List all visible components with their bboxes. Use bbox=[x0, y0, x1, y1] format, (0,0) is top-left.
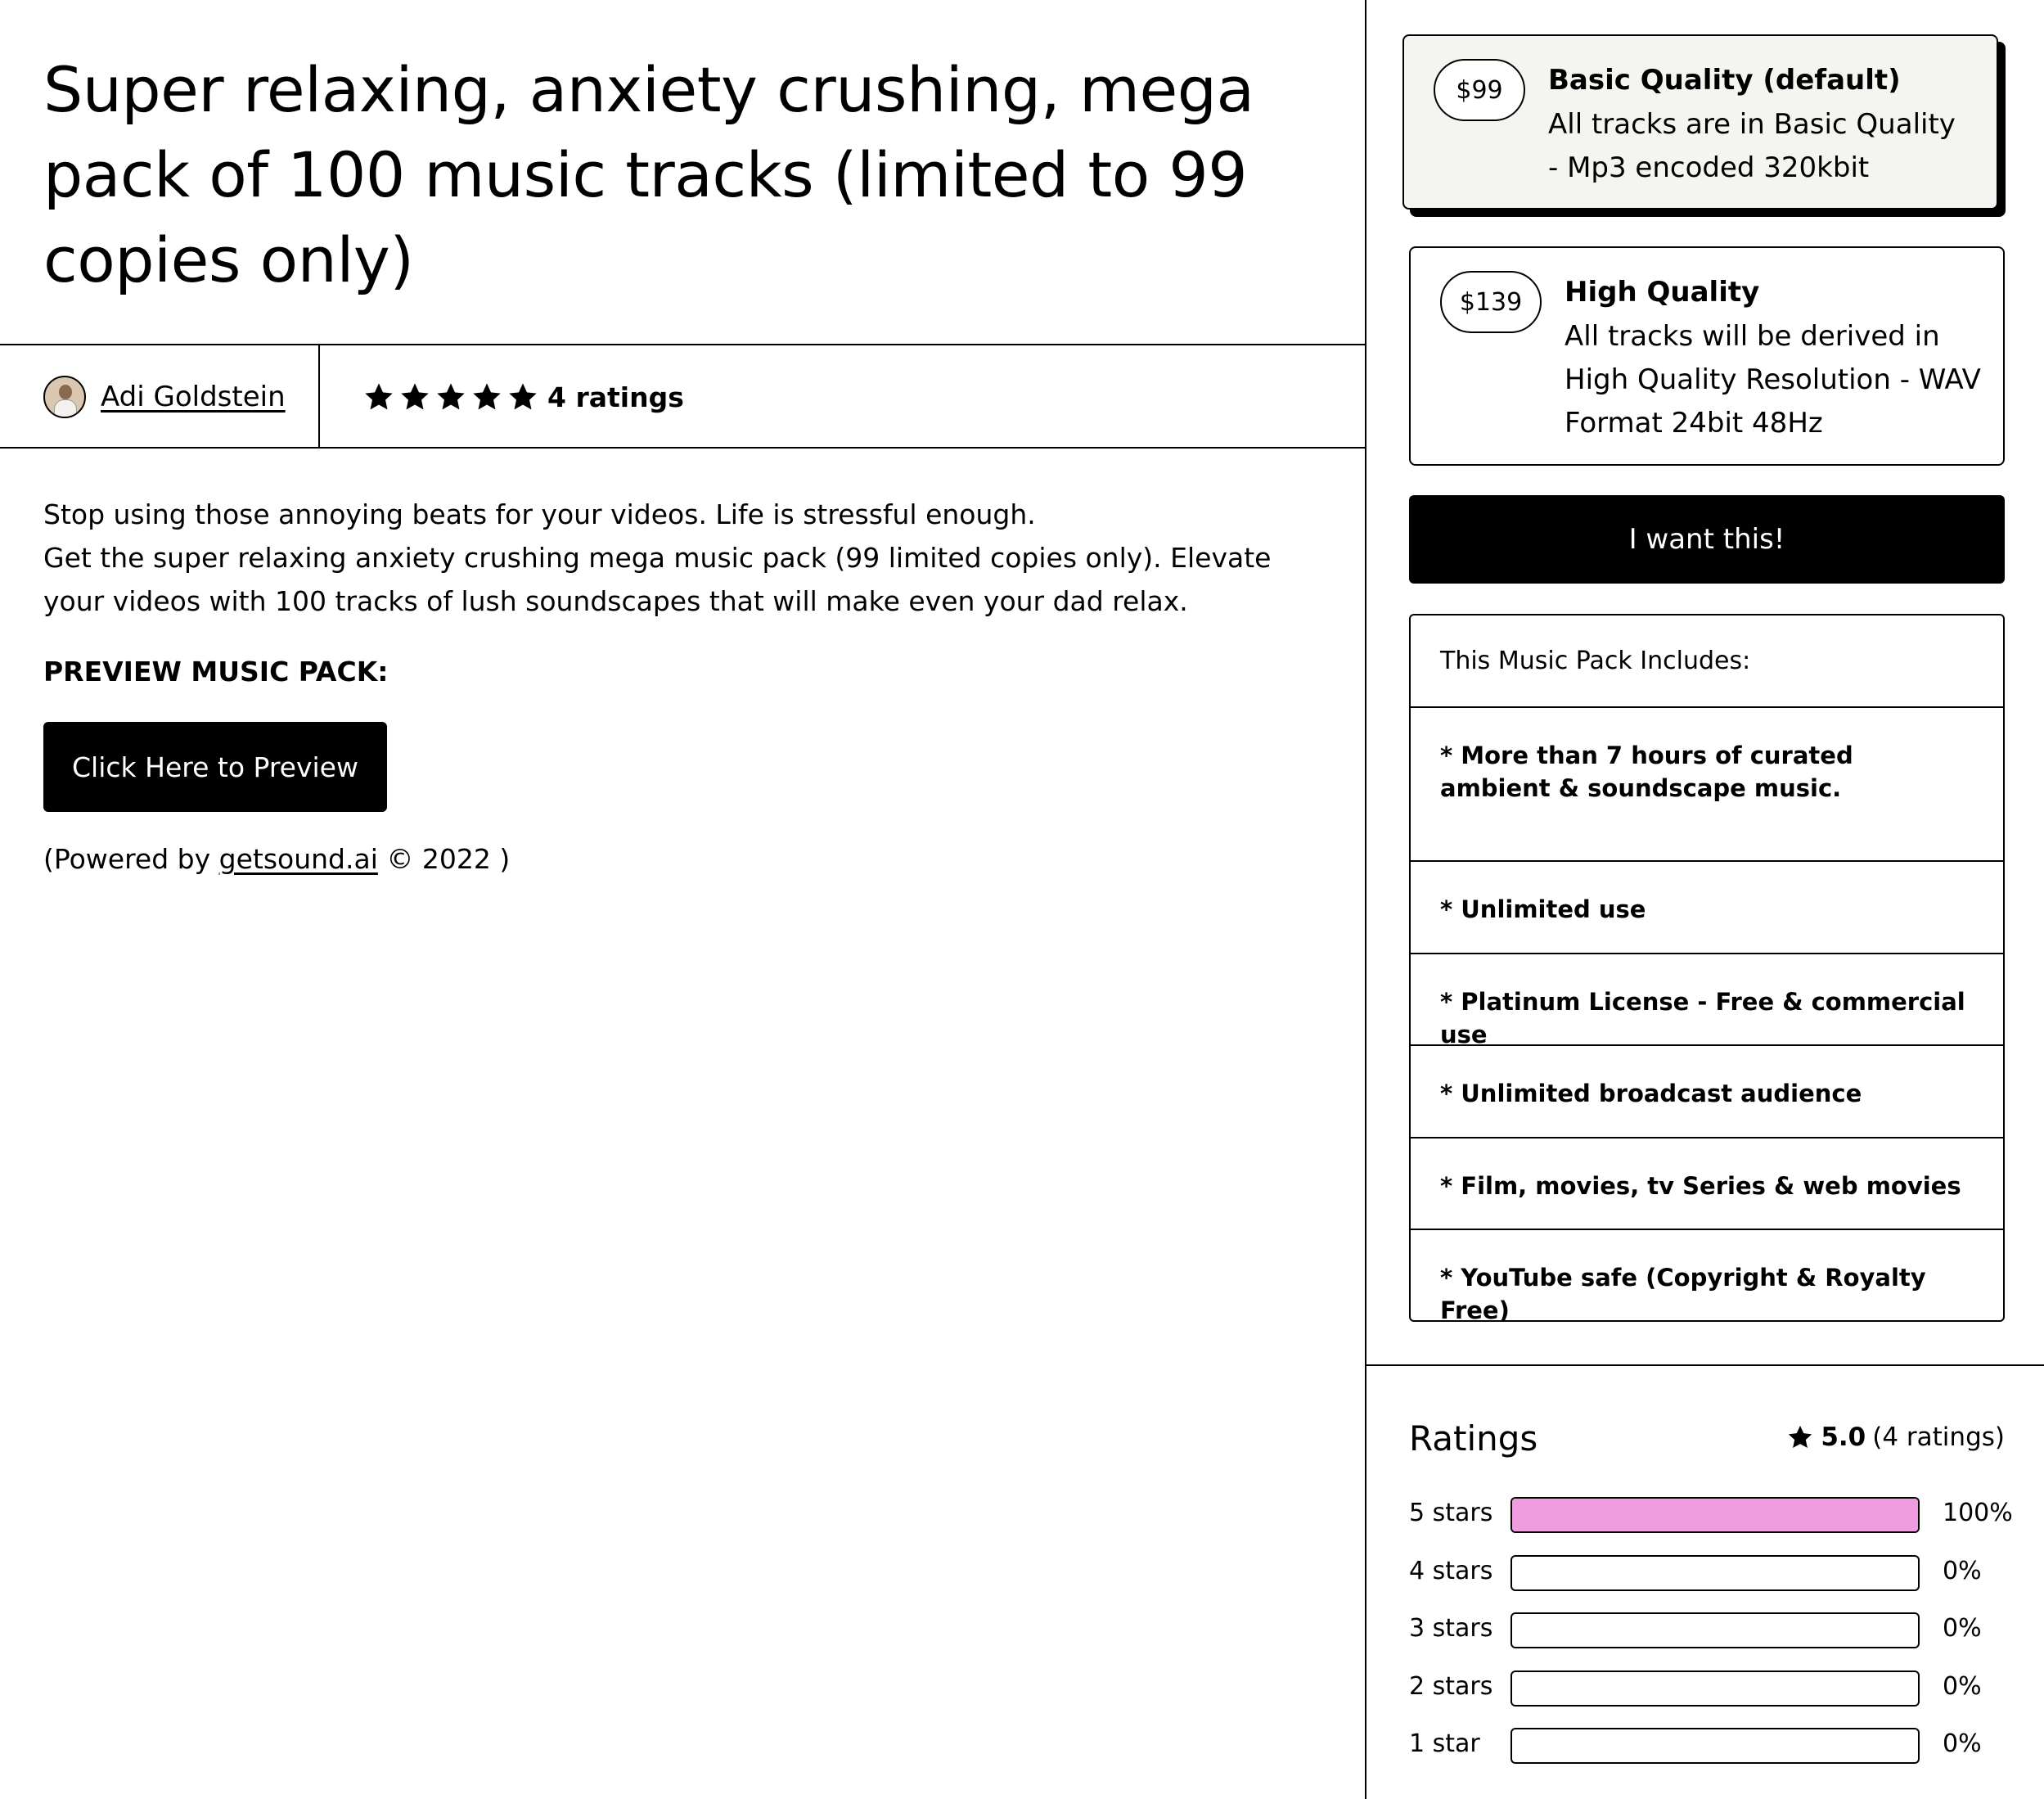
rating-bar-label: 2 stars bbox=[1409, 1671, 1493, 1701]
rating-bar-label: 1 star bbox=[1409, 1729, 1480, 1758]
list-item: * Unlimited use bbox=[1411, 862, 2003, 954]
list-item: * More than 7 hours of curated ambient & soundscape music. bbox=[1411, 708, 2003, 862]
includes-list bbox=[1409, 614, 2005, 1322]
divider bbox=[318, 345, 320, 449]
author[interactable] bbox=[43, 345, 286, 449]
ratings-count: (4 ratings) bbox=[1872, 1423, 2005, 1452]
average-rating: 5.0 bbox=[1821, 1423, 1866, 1452]
ratings-average bbox=[1786, 1423, 2005, 1452]
rating-bar-track bbox=[1510, 1555, 1920, 1591]
ratings-count: 4 ratings bbox=[547, 381, 684, 413]
preview-heading: PREVIEW MUSIC PACK: bbox=[43, 656, 389, 688]
option-basic-quality[interactable] bbox=[1402, 34, 1998, 210]
divider bbox=[0, 447, 1365, 449]
rating-bar-percent: 0% bbox=[1943, 1729, 1982, 1758]
author-link[interactable]: Adi Goldstein bbox=[101, 381, 286, 413]
rating-bar-percent: 0% bbox=[1943, 1671, 1982, 1701]
option-high-quality[interactable] bbox=[1409, 246, 2005, 466]
list-item: * Platinum License - Free & commercial use bbox=[1411, 954, 2003, 1046]
list-item: * Film, movies, tv Series & web movies bbox=[1411, 1138, 2003, 1230]
rating-bar-row bbox=[1409, 1728, 2005, 1764]
option-description: All tracks are in Basic Quality - Mp3 encoded 320kbit bbox=[1548, 108, 1956, 184]
description-line: Stop using those annoying beats for your videos. Life is stressful enough. bbox=[43, 498, 1036, 530]
includes-heading-row bbox=[1411, 615, 2003, 708]
rating-bar-label: 4 stars bbox=[1409, 1556, 1493, 1585]
rating-bar-fill bbox=[1512, 1499, 1918, 1531]
rating-bar-track bbox=[1510, 1497, 1920, 1533]
star-icon bbox=[1786, 1423, 1814, 1451]
option-description: All tracks will be derived in High Quality Resolution - WAV Format 24bit 48Hz bbox=[1565, 320, 1981, 440]
option-title: Basic Quality (default) bbox=[1548, 64, 1901, 97]
product-title: Super relaxing, anxiety crushing, mega pack of 100 music tracks (limited to 99 copies only) bbox=[43, 53, 1254, 296]
price-pill: $99 bbox=[1434, 59, 1525, 121]
list-item: * Unlimited broadcast audience bbox=[1411, 1046, 2003, 1138]
includes-heading: This Music Pack Includes: bbox=[1440, 647, 1751, 675]
rating-bar-label: 5 stars bbox=[1409, 1499, 1493, 1527]
product-description bbox=[43, 493, 1320, 623]
rating-bar-track bbox=[1510, 1670, 1920, 1707]
rating-bar-percent: 100% bbox=[1943, 1499, 2013, 1527]
option-title: High Quality bbox=[1565, 276, 1760, 309]
rating-bar-percent: 0% bbox=[1943, 1614, 1982, 1643]
rating-bar-percent: 0% bbox=[1943, 1556, 1982, 1585]
star-icon bbox=[470, 381, 503, 413]
powered-suffix: © 2022 ) bbox=[377, 843, 511, 875]
powered-prefix: (Powered by bbox=[43, 843, 219, 875]
star-icon bbox=[506, 381, 539, 413]
preview-button[interactable]: Click Here to Preview bbox=[43, 722, 387, 812]
ratings-title: Ratings bbox=[1409, 1418, 1538, 1459]
star-icon bbox=[434, 381, 467, 413]
rating-summary[interactable] bbox=[362, 345, 684, 449]
star-icon bbox=[362, 381, 395, 413]
divider bbox=[1365, 1364, 2044, 1366]
price-pill: $139 bbox=[1440, 271, 1542, 333]
avatar[interactable] bbox=[43, 376, 86, 418]
rating-bar-row bbox=[1409, 1612, 2005, 1648]
rating-bar-label: 3 stars bbox=[1409, 1614, 1493, 1643]
rating-bar-track bbox=[1510, 1612, 1920, 1648]
getsound-link[interactable]: getsound.ai bbox=[218, 843, 378, 875]
buy-button[interactable]: I want this! bbox=[1409, 495, 2005, 584]
rating-bar-row bbox=[1409, 1555, 2005, 1591]
rating-bar-row bbox=[1409, 1497, 2013, 1533]
description-line: Get the super relaxing anxiety crushing mega music pack (99 limited copies only). Elevate your videos with 100 tracks of lush soundscapes that will make even your dad relax. bbox=[43, 542, 1272, 617]
product-meta bbox=[0, 345, 1365, 449]
powered-by bbox=[43, 843, 510, 875]
rating-bar-track bbox=[1510, 1728, 1920, 1764]
list-item: * YouTube safe (Copyright & Royalty Free) bbox=[1440, 1264, 1926, 1324]
star-icon bbox=[398, 381, 431, 413]
column-divider bbox=[1365, 0, 1366, 1799]
rating-bar-row bbox=[1409, 1670, 2005, 1707]
